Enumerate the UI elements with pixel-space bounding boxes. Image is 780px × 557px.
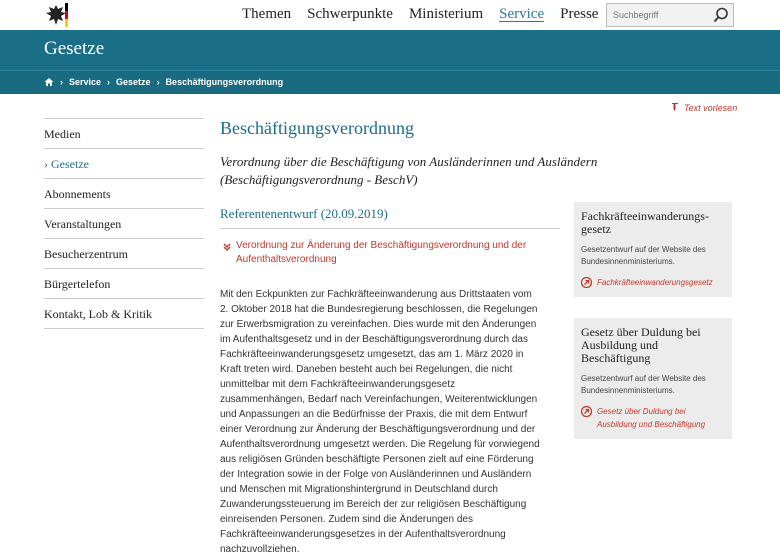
sidebar-item-besucherzentrum[interactable]: Besucherzentrum (44, 239, 204, 269)
breadcrumb-separator: › (156, 77, 160, 87)
sidebar-item-kontakt[interactable]: Kontakt, Lob & Kritik (44, 299, 204, 329)
home-icon[interactable] (44, 77, 54, 87)
breadcrumb-gesetze[interactable]: Gesetze (116, 77, 151, 87)
download-link[interactable] (220, 239, 560, 267)
info-box-link-label: Fachkräfteeinwanderungsgesetz (597, 278, 713, 287)
text-vorlesen-link[interactable] (670, 102, 737, 113)
section-band (0, 30, 780, 70)
nav-themen[interactable]: Themen (242, 6, 292, 22)
sidebar-nav (44, 118, 204, 329)
info-box-text: Gesetzentwurf auf der Website des Bundesinnenministeriums. (581, 374, 706, 395)
info-box-link[interactable] (581, 405, 724, 431)
info-box-text: Gesetzentwurf auf der Website des Bundesinnenministeriums. (581, 245, 706, 266)
nav-schwerpunkte[interactable]: Schwerpunkte (307, 6, 393, 22)
breadcrumb-service[interactable]: Service (69, 77, 102, 87)
breadcrumb (0, 70, 780, 94)
info-box-link-label: Gesetz über Duldung bei Ausbildung und Beschäftigung (597, 407, 706, 429)
info-box-duldung (574, 318, 732, 439)
speaker-icon (670, 102, 680, 113)
search-icon[interactable] (712, 6, 730, 24)
top-bar (0, 0, 780, 30)
info-box-title: Gesetz über Duldung bei Ausbildung und Beschäftigung (581, 325, 701, 365)
page-subtitle: Verordnung über die Beschäftigung von Ausländerinnen und Ausländern (Beschäftigungsverordnung - BeschV) (220, 154, 598, 187)
info-box-link[interactable] (581, 276, 724, 289)
search-input[interactable] (607, 4, 711, 26)
text-vorlesen-label: Text vorlesen (684, 102, 738, 113)
info-box-fachkraefte (574, 202, 732, 297)
section-title: Gesetze (44, 38, 105, 59)
sidebar-item-buergertelefon[interactable]: Bürgertelefon (44, 269, 204, 299)
sidebar-item-veranstaltungen[interactable]: Veranstaltungen (44, 209, 204, 239)
flag-stripe (65, 3, 68, 27)
nav-presse[interactable]: Presse (560, 6, 599, 22)
main-nav (242, 6, 614, 23)
page-title: Beschäftigungsverordnung (220, 118, 414, 138)
sidebar-item-medien[interactable]: Medien (44, 119, 204, 149)
sidebar-item-gesetze[interactable]: › Gesetze (44, 149, 204, 179)
breadcrumb-separator: › (107, 77, 111, 87)
breadcrumb-separator: › (60, 77, 63, 87)
nav-service[interactable]: Service (499, 6, 545, 22)
search-box (606, 3, 734, 27)
breadcrumb-current: Beschäftigungsverordnung (165, 77, 284, 87)
section-heading: Referentenentwurf (20.09.2019) (220, 206, 560, 229)
arrow-circle-icon (581, 406, 592, 417)
main-content (220, 118, 730, 189)
body-text: Mit den Eckpunkten zur Fachkräfteeinwanderung aus Drittstaaten vom 2. Oktober 2018 hat die Bundesregierung beschlossen, die Regelungen zur Erwerbsmigration zu vereinfachen. Dies wurde mit den Änderungen im Aufenthaltsgesetz und in der Beschäftigungsverordnung durch das Fachkräfteeinwanderungsgesetz umgesetzt, das am 1. März 2020 in Kraft treten wird. Daneben besteht auch bei Regelungen, die nicht unmittelbar mit dem Fachkräfteeinwanderungsgesetz zusammenhängen, Bedarf nach Vereinfachungen, Weiterentwicklungen und Anpassungen an die Bedürfnisse der Praxis, die mit dem Entwurf einer Verordnung zur Änderung der Beschäftigungsverordnung und der Aufenthaltsverordnung umgesetzt werden. Die Regelung für vorwiegend aus religiösen Gründen beschäftigte Personen zielt auf eine Förderung der Integration sowie in der Folge von Ausländerinnen und Ausländern und Menschen mit Migrationshintergrund in Deutschland durch Zuwanderungssteuerung im Bereich der zur religiösen Beschäftigung einreisenden Personen. Zudem sind die Änderungen des Fachkräfteeinwanderungsgesetzes in der Aufenthaltsverordnung nachzuvollziehen. (220, 289, 540, 555)
nav-ministerium[interactable]: Ministerium (408, 6, 484, 22)
arrow-circle-icon (581, 277, 592, 288)
download-icon (222, 242, 232, 252)
info-box-title: Fachkräfteeinwanderungs-gesetz (581, 209, 709, 236)
download-link-label: Verordnung zur Änderung der Beschäftigungsverordnung und der Aufenthaltsverordnung (236, 240, 527, 265)
sidebar-item-abonnements[interactable]: Abonnements (44, 179, 204, 209)
main-column (220, 206, 560, 557)
